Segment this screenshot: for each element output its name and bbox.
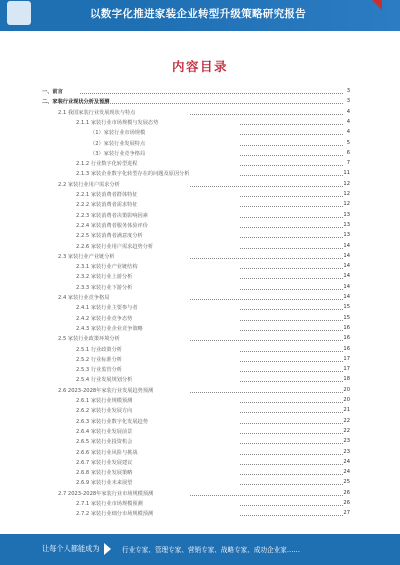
toc-entry[interactable] xyxy=(40,397,350,405)
toc-page-number: 17 xyxy=(343,366,350,373)
toc-leader-dots xyxy=(240,234,343,238)
toc-entry[interactable] xyxy=(40,273,350,281)
toc-entry-text: 2.2.5 家装消费者满意度分析 xyxy=(76,233,143,240)
toc-title: 内容目录 xyxy=(171,59,228,74)
footer-slogan: 让每个人都能成为 xyxy=(42,544,100,553)
toc-leader-dots xyxy=(190,183,343,187)
toc-entry[interactable] xyxy=(40,181,350,189)
toc-page-number: 16 xyxy=(343,345,350,352)
toc-entry-text: 2.1 我国家装行业发展现状与特点 xyxy=(58,109,136,116)
toc-page-number: 26 xyxy=(343,500,350,506)
toc-leader-dots xyxy=(190,337,343,341)
toc-entry-text: 2.2 家装行业用户需求分析 xyxy=(58,181,120,188)
toc-page-number: 25 xyxy=(343,479,350,486)
toc-entry-text: 2.6.3 家装行业数字化发展趋势 xyxy=(76,418,148,425)
toc-page-number: 4 xyxy=(346,118,350,125)
toc-leader-dots xyxy=(190,255,343,259)
toc-page-number: 14 xyxy=(343,252,350,259)
toc-entry[interactable] xyxy=(40,335,350,343)
toc-leader-dots xyxy=(80,100,343,104)
toc-page-number: 15 xyxy=(343,314,350,321)
toc-entry-text: 2.5.2 行业标准分析 xyxy=(76,356,122,363)
toc-page-number: 3 xyxy=(346,88,350,94)
toc-entry-text: 2.1.2 行业数字化转型进程 xyxy=(76,161,138,168)
toc-entry[interactable] xyxy=(40,243,350,251)
toc-page-number: 27 xyxy=(343,510,350,517)
toc-entry[interactable] xyxy=(40,438,350,446)
toc-leader-dots xyxy=(240,265,343,269)
toc-leader-dots xyxy=(240,245,343,249)
toc-entry[interactable] xyxy=(40,253,350,261)
toc-page-number: 6 xyxy=(346,149,350,156)
toc-entry[interactable] xyxy=(40,232,350,240)
toc-entry[interactable] xyxy=(40,160,350,168)
toc-page-number: 16 xyxy=(343,335,350,342)
toc-entry-text: 2.2.1 家装消费者群体特征 xyxy=(76,192,138,198)
toc-leader-dots xyxy=(240,378,343,382)
toc-entry[interactable] xyxy=(40,263,350,271)
toc-leader-dots xyxy=(240,430,343,434)
toc-entry[interactable] xyxy=(40,304,350,312)
toc-page-number: 3 xyxy=(346,98,350,105)
toc-entry[interactable] xyxy=(40,294,350,302)
toc-leader-dots xyxy=(240,275,343,279)
toc-page-number: 14 xyxy=(343,273,350,280)
toc-leader-dots xyxy=(240,481,343,485)
toc-entry-text: 2.6.1 家装行业规模预测 xyxy=(76,398,133,404)
toc-entry[interactable] xyxy=(40,119,350,127)
toc-entry[interactable] xyxy=(40,109,350,117)
toc-page-number: 17 xyxy=(343,355,350,362)
toc-entry-text: 2.7 2023-2028年家装行业市场规模预测 xyxy=(58,490,154,497)
toc-entry[interactable] xyxy=(40,418,350,426)
toc-page-number: 12 xyxy=(343,180,350,187)
toc-leader-dots xyxy=(240,214,343,218)
toc-entry-text: 2.4.3 家装行业企业竞争策略 xyxy=(76,325,143,332)
toc-entry-text: （1）家装行业市场规模 xyxy=(90,130,146,137)
toc-entry[interactable] xyxy=(40,191,350,199)
toc-page-number: 23 xyxy=(343,438,350,445)
toc-page-number: 21 xyxy=(343,407,350,414)
toc-entry-text: （3）家装行业竞争格局 xyxy=(90,150,146,157)
toc-entry[interactable] xyxy=(40,366,350,374)
toc-page-number: 18 xyxy=(343,376,350,383)
toc-page-number: 14 xyxy=(343,263,350,270)
toc-leader-dots xyxy=(240,399,343,403)
toc-page-number: 24 xyxy=(343,469,350,476)
toc-leader-dots xyxy=(240,420,343,424)
toc-entry-text: 2.3.2 家装行业上游分析 xyxy=(76,274,133,281)
toc-entry-text: 2.4.2 家装行业竞争态势 xyxy=(76,315,133,322)
toc-page-number: 12 xyxy=(343,191,350,197)
toc-entry-text: 2.3 家装行业产业链分析 xyxy=(58,253,115,260)
toc-leader-dots xyxy=(240,121,343,125)
toc-leader-dots xyxy=(240,440,343,444)
toc-leader-dots xyxy=(190,296,343,300)
toc-entry-text: 2.6.9 家装行业未来展望 xyxy=(76,480,133,487)
toc-entry[interactable] xyxy=(40,201,350,209)
toc-entry-text: 2.3.3 家装行业下游分析 xyxy=(76,284,133,291)
footer-roles: 行业专家、管理专家、营销专家、战略专家、成功企业家…… xyxy=(122,546,301,554)
toc-entry[interactable] xyxy=(40,140,350,148)
toc-leader-dots xyxy=(240,368,343,372)
toc-leader-dots xyxy=(240,152,343,156)
toc-entry-text: 2.3.1 家装行业产业链结构 xyxy=(76,264,138,271)
toc-entry[interactable] xyxy=(40,469,350,477)
toc-leader-dots xyxy=(240,358,343,362)
toc-entry[interactable] xyxy=(40,170,350,178)
toc-entry[interactable] xyxy=(40,129,350,137)
toc-entry-text: 2.5 家装行业政策环境分析 xyxy=(58,336,120,343)
toc-entry-text: 2.5.4 行业发展规划分析 xyxy=(76,377,133,384)
toc-entry-text: 2.2.6 家装行业用户需求趋势分析 xyxy=(76,243,154,250)
toc-page-number: 20 xyxy=(343,386,350,393)
toc-entry-text: 2.6 2023-2028年家装行业发展趋势预测 xyxy=(58,387,154,394)
page-header xyxy=(0,0,400,31)
toc-leader-dots xyxy=(240,142,343,146)
toc-page-number: 12 xyxy=(343,201,350,208)
toc-page-number: 13 xyxy=(343,211,350,218)
arrow-right-icon xyxy=(104,543,111,555)
toc-page-number: 5 xyxy=(346,139,350,146)
toc-leader-dots xyxy=(240,502,343,506)
toc-leader-dots xyxy=(240,348,343,352)
toc-leader-dots xyxy=(240,306,343,310)
toc-entry-text: 2.7.2 家装行业细分市场规模预测 xyxy=(76,511,154,518)
toc-page-number: 13 xyxy=(343,221,350,228)
toc-page-number: 23 xyxy=(343,448,350,455)
toc-page-number: 22 xyxy=(343,417,350,424)
toc-page-number: 4 xyxy=(346,108,350,115)
toc-entry[interactable] xyxy=(40,407,350,415)
toc-leader-dots xyxy=(240,471,343,475)
toc-entry[interactable] xyxy=(40,222,350,230)
toc-entry-text: （2）家装行业发展特点 xyxy=(90,140,146,147)
toc-entry-text: 2.4 家装行业竞争格局 xyxy=(58,295,110,301)
toc-entry[interactable] xyxy=(40,449,350,457)
toc-page-number: 24 xyxy=(343,458,350,465)
toc-entry-text: 2.2.4 家装消费者服务体验评价 xyxy=(76,222,148,229)
toc-page-number: 14 xyxy=(343,242,350,249)
toc-entry[interactable] xyxy=(40,500,350,508)
toc-entry-text: 2.2.3 家装消费者决策影响因素 xyxy=(76,212,148,219)
toc-entry[interactable] xyxy=(40,356,350,364)
toc-page-number: 4 xyxy=(346,129,350,136)
toc-page-number: 20 xyxy=(343,397,350,403)
toc-entry[interactable] xyxy=(40,98,350,106)
toc-page-number: 15 xyxy=(343,304,350,311)
toc-leader-dots xyxy=(240,224,343,228)
toc-leader-dots xyxy=(240,162,343,166)
toc-entry[interactable] xyxy=(40,150,350,158)
toc-page-number: 26 xyxy=(343,489,350,496)
toc-leader-dots xyxy=(190,389,343,393)
toc-entry[interactable] xyxy=(40,88,350,96)
page-footer xyxy=(0,534,400,565)
toc-leader-dots xyxy=(240,409,343,413)
toc-entry-text: 2.5.1 行业政策分析 xyxy=(76,346,122,353)
report-title: 以数字化推进家装企业转型升级策略研究报告 xyxy=(90,8,306,20)
toc-entry-text: 2.6.5 家装行业投资机会 xyxy=(76,439,133,446)
toc-entry[interactable] xyxy=(40,346,350,354)
toc-entry-text: 2.2.2 家装消费者需求特征 xyxy=(76,202,138,209)
toc-leader-dots xyxy=(190,111,343,115)
company-logo xyxy=(7,1,31,25)
toc-leader-dots xyxy=(240,193,343,197)
toc-entry[interactable] xyxy=(40,376,350,384)
toc-entry-text: 2.6.4 家装行业发展前景 xyxy=(76,428,133,435)
toc-entry[interactable] xyxy=(40,490,350,498)
toc-leader-dots xyxy=(240,327,343,331)
toc-entry-text: 2.6.8 家装行业发展策略 xyxy=(76,470,133,477)
toc-leader-dots xyxy=(240,131,343,135)
toc-leader-dots xyxy=(240,317,343,321)
toc-entry-text: 2.5.3 行业监管分析 xyxy=(76,367,122,374)
toc-leader-dots xyxy=(240,461,343,465)
toc-entry[interactable] xyxy=(40,284,350,292)
toc-leader-dots xyxy=(240,172,343,176)
toc-entry-text: 2.6.7 家装行业发展建议 xyxy=(76,459,133,466)
toc-page-number: 7 xyxy=(346,160,350,167)
toc-entry[interactable] xyxy=(40,387,350,395)
toc-entry-text: 一、前言 xyxy=(42,89,63,95)
toc-entry-text: 2.1.1 家装行业市场规模与发展态势 xyxy=(76,119,159,126)
toc-entry-text: 2.1.3 家装企业数字化转型存在的问题及原因分析 xyxy=(76,171,190,178)
toc-page-number: 14 xyxy=(343,294,350,300)
toc-leader-dots xyxy=(240,203,343,207)
toc-entry-text: 2.7.1 家装行业市场规模预测 xyxy=(76,501,143,507)
toc-page-number: 11 xyxy=(343,170,350,177)
toc-entry-text: 2.6.2 家装行业发展方向 xyxy=(76,408,133,415)
toc-page-number: 14 xyxy=(343,283,350,290)
toc-leader-dots xyxy=(240,512,343,516)
toc-entry[interactable] xyxy=(40,510,350,518)
toc-leader-dots xyxy=(240,286,343,290)
toc-entry[interactable] xyxy=(40,428,350,436)
toc-entry[interactable] xyxy=(40,479,350,487)
toc-entry[interactable] xyxy=(40,315,350,323)
toc-leader-dots xyxy=(190,492,343,496)
toc-entry-text: 2.6.6 家装行业风险与挑战 xyxy=(76,449,138,456)
toc-leader-dots xyxy=(240,451,343,455)
toc-page-number: 13 xyxy=(343,232,350,239)
toc-page-number: 22 xyxy=(343,427,350,434)
toc-page-number: 16 xyxy=(343,324,350,331)
toc-entry-text: 2.4.1 家装行业主要参与者 xyxy=(76,305,138,312)
toc-entry[interactable] xyxy=(40,325,350,333)
toc-leader-dots xyxy=(80,90,343,94)
toc-entry-text: 二、家装行业现状分析及预测 xyxy=(42,99,110,106)
corner-decoration xyxy=(372,0,382,10)
toc-entry[interactable] xyxy=(40,459,350,467)
toc-entry[interactable] xyxy=(40,212,350,220)
